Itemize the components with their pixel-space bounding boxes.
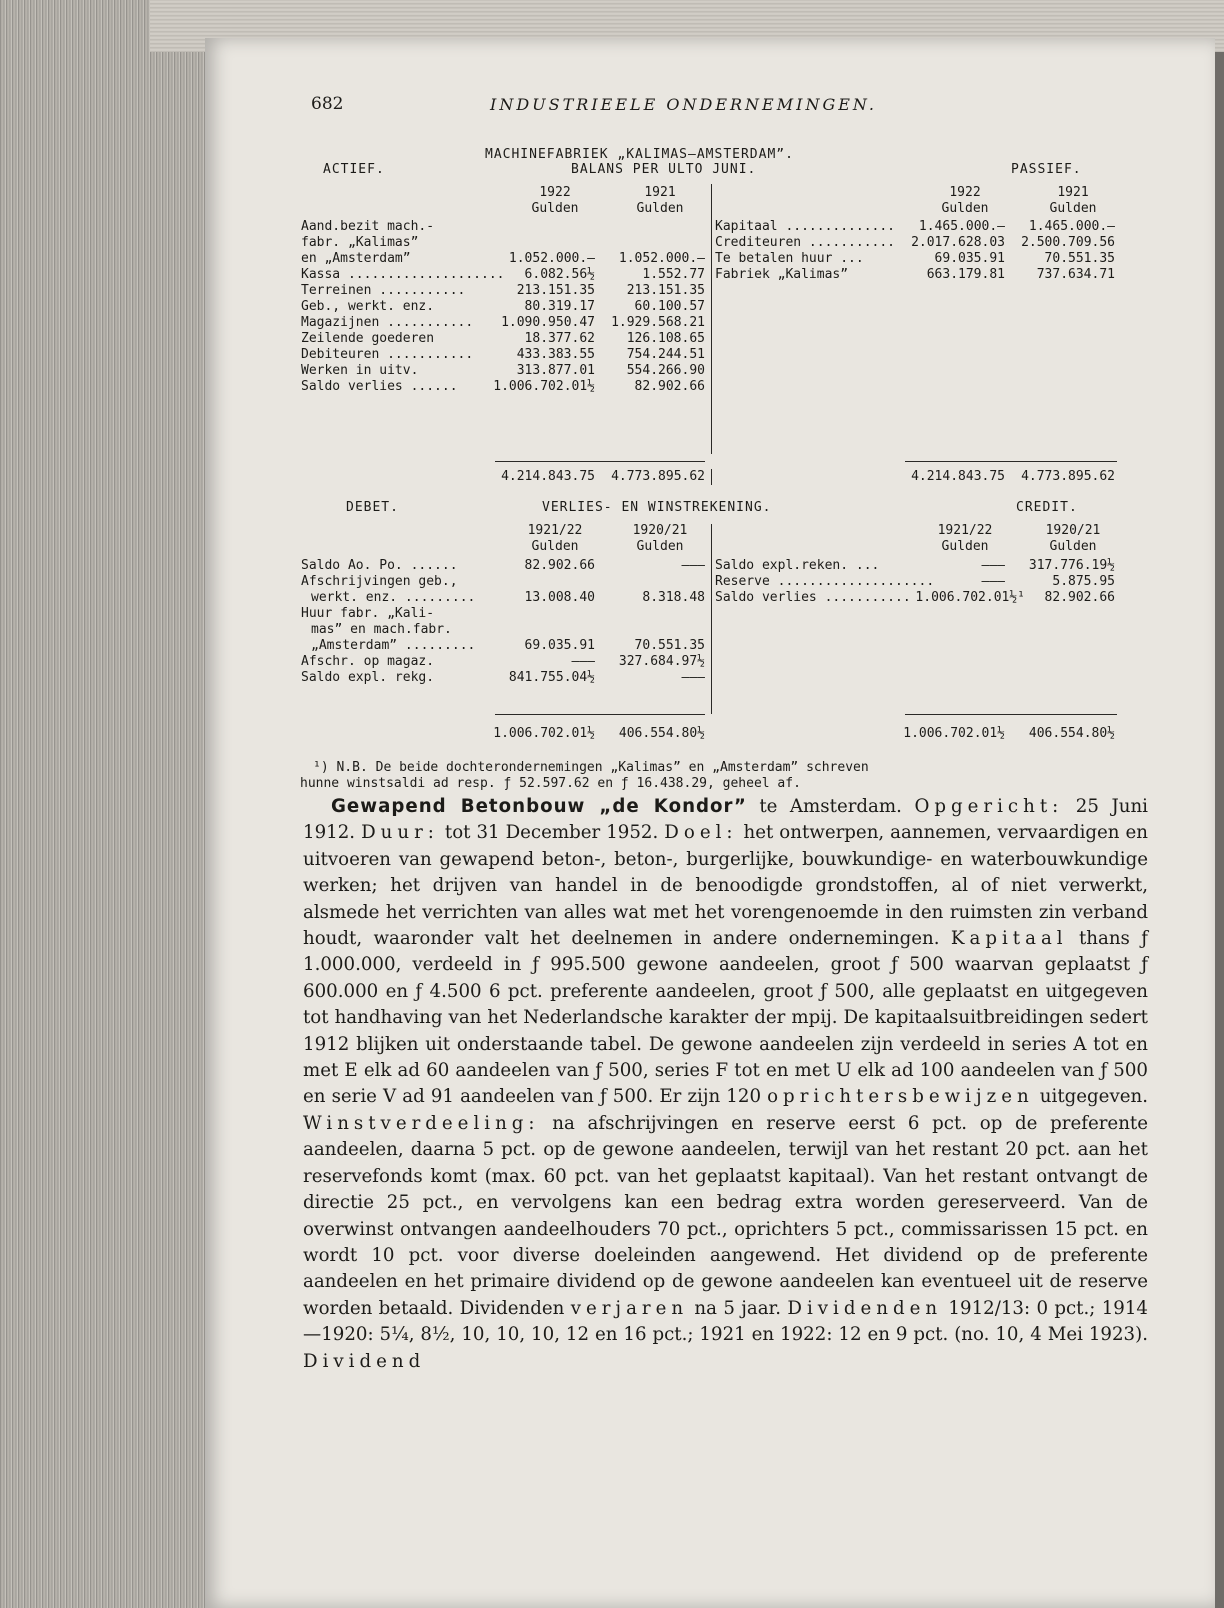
table-row: Kapitaal ..............	[715, 219, 896, 234]
table-row: werkt. enz. .........	[311, 590, 476, 605]
table-row: Magazijnen ...........	[301, 315, 474, 330]
total-divider	[711, 469, 712, 485]
company-article	[303, 794, 1148, 1375]
table-row: Crediteuren ...........	[715, 235, 896, 250]
keyword-oprichtersbewijzen: oprichtersbewijzen	[767, 1086, 1034, 1108]
credit-total-1: 1.006.702.01½	[903, 726, 1005, 741]
table-cell: 1.552.77	[642, 267, 705, 282]
article-text: na afschrijvingen en reserve eerst 6 pct. op de preferente aandeelen, daarna 5 pct. op de gewone aandeelen, terwijl van het restant 20 pct. aan het reservefonds komt (max. 60 pct. van het geplaatst kapitaal). Van het restant ontvangt de directie 25 pct., en vervolgens kan een bedrag extra worden gereserveerd. Van de overwinst ontvangen aandeelhouders 70 pct., oprichters 5 pct., commissarissen 15 pct. en wordt 10 pct. voor diverse doeleinden aangewend. Het dividend op de preferente aandeelen en het primaire dividend op de gewone aandeelen kan eventueel uit de reserve worden betaald. Dividenden	[303, 1112, 1148, 1319]
actief-unit2: Gulden	[636, 201, 684, 216]
table-cell: 70.551.35	[1044, 251, 1115, 266]
table-cell: 737.634.71	[1036, 267, 1115, 282]
table-cell: 82.902.66	[634, 379, 705, 394]
table-row: Debiteuren ...........	[301, 347, 474, 362]
article-text: te Amsterdam.	[746, 796, 915, 817]
table-cell: 18.377.62	[524, 331, 595, 346]
keyword-dividenden: Dividenden	[787, 1297, 943, 1319]
verlies-title: VERLIES- EN WINSTREKENING.	[542, 500, 772, 515]
actief-year1: 1922	[539, 185, 571, 200]
balans-subtitle: BALANS PER ULTO JUNI.	[571, 162, 757, 177]
keyword-duur: Duur:	[361, 822, 439, 844]
table-cell: 80.319.17	[524, 299, 595, 314]
table-cell: 8.318.48	[642, 590, 705, 605]
table-row: Reserve ....................	[715, 574, 935, 589]
keyword-kapitaal: Kapitaal	[950, 928, 1068, 950]
table-row: „Amsterdam” .........	[311, 638, 476, 653]
article-text: 25 Juni 1912.	[303, 796, 1148, 844]
debet-unit1: Gulden	[531, 539, 579, 554]
credit-total-2: 406.554.80½	[1028, 726, 1115, 741]
table-row: Zeilende goederen	[301, 331, 435, 346]
table-cell: 126.108.65	[626, 331, 705, 346]
table-row: Fabriek „Kalimas”	[715, 267, 849, 282]
passief-year1: 1922	[949, 185, 981, 200]
debet-unit2: Gulden	[636, 539, 684, 554]
keyword-verjaren: verjaren	[570, 1297, 689, 1319]
table-row: en „Amsterdam”	[301, 251, 411, 266]
credit-total-rule	[905, 714, 1117, 715]
table-cell: 663.179.81	[926, 267, 1005, 282]
table-row: Saldo expl. rekg.	[301, 670, 435, 685]
table-cell: 1.006.702.01½	[493, 379, 595, 394]
table-cell: 841.755.04½	[508, 670, 595, 685]
table-row: Aand.bezit mach.-	[301, 219, 435, 234]
table-cell: 70.551.35	[634, 638, 705, 653]
verlies-divider	[711, 524, 712, 714]
table-cell: 1.090.950.47	[501, 315, 595, 330]
credit-unit2: Gulden	[1049, 539, 1097, 554]
company-name: Gewapend Betonbouw „de Kondor”	[331, 796, 747, 817]
table-cell: 82.902.66	[524, 558, 595, 573]
table-cell: 433.383.55	[516, 347, 595, 362]
keyword-opgericht: Opgericht:	[914, 796, 1064, 817]
table-row: Kassa ....................	[301, 267, 505, 282]
actief-year2: 1921	[644, 185, 676, 200]
table-row: Saldo expl.reken. ...	[715, 558, 880, 573]
table-cell: 1.052.000.—	[508, 251, 595, 266]
table-cell: ———	[981, 558, 1005, 573]
article-text: het ontwerpen, aannemen, vervaardigen en uitvoeren van gewapend beton-, beton-, burgerlijke, bouwkundige- en waterbouwkundige werken; het drijven van handel in de benoodigde grondstoffen, al of niet verwerkt, alsmede het verrichten van alles wat met het vorengenoemde in den ruimsten zin verband houdt, waaronder valt het deelnemen in andere ondernemingen.	[303, 822, 1148, 950]
page-number: 682	[311, 94, 344, 114]
article-text: na 5 jaar.	[688, 1297, 788, 1319]
table-row: fabr. „Kalimas”	[301, 235, 419, 250]
table-cell: ———	[981, 574, 1005, 589]
actief-total-rule	[495, 461, 705, 462]
article-text: uitgegeven.	[1033, 1086, 1148, 1108]
table-cell: 1.465.000.—	[918, 219, 1005, 234]
actief-unit1: Gulden	[531, 201, 579, 216]
table-row: Saldo verlies ......	[301, 379, 458, 394]
table-row: Werken in uitv.	[301, 363, 419, 378]
debet-year1: 1921/22	[527, 523, 583, 538]
debet-year2: 1920/21	[632, 523, 688, 538]
table-cell: 2.017.628.03	[911, 235, 1005, 250]
table-cell: 213.151.35	[626, 283, 705, 298]
balans-divider	[711, 184, 712, 454]
passief-total-1922: 4.214.843.75	[911, 469, 1005, 484]
passief-total-1921: 4.773.895.62	[1021, 469, 1115, 484]
table-row: Geb., werkt. enz.	[301, 299, 435, 314]
credit-year2: 1920/21	[1045, 523, 1101, 538]
table-cell: 6.082.56½	[524, 267, 595, 282]
table-cell: 327.684.97½	[618, 654, 705, 669]
passief-total-rule	[905, 461, 1117, 462]
credit-heading: CREDIT.	[1016, 500, 1078, 515]
table-cell: 69.035.91	[524, 638, 595, 653]
table-row: Saldo verlies ...........	[715, 590, 911, 605]
table-row: Huur fabr. „Kali-	[301, 606, 435, 621]
table-cell: 313.877.01	[516, 363, 595, 378]
table-row: Te betalen huur ...	[715, 251, 864, 266]
table-cell: 69.035.91	[934, 251, 1005, 266]
passief-heading: PASSIEF.	[1011, 162, 1082, 177]
table-cell: 60.100.57	[634, 299, 705, 314]
table-row: Saldo Ao. Po. ......	[301, 558, 458, 573]
table-row: Terreinen ...........	[301, 283, 466, 298]
table-cell: 754.244.51	[626, 347, 705, 362]
footnote-line-1: ¹) N.B. De beide dochterondernemingen „Kalimas” en „Amsterdam” schreven	[313, 760, 869, 775]
table-cell: 2.500.709.56	[1021, 235, 1115, 250]
keyword-dividend: Dividend	[303, 1350, 426, 1372]
debet-total-2: 406.554.80½	[618, 726, 705, 741]
debet-total-rule	[495, 714, 705, 715]
table-row: Afschrijvingen geb.,	[301, 574, 458, 589]
actief-total-1922: 4.214.843.75	[501, 469, 595, 484]
article-text: 1912/13: 0 pct.; 1914—1920: 5¼, 8½, 10, 10, 10, 12 en 16 pct.; 1921 en 1922: 12 en 9 pct. (no. 10, 4 Mei 1923).	[303, 1297, 1149, 1346]
keyword-winstverdeeling: Winstverdeeling:	[303, 1112, 540, 1134]
book-page	[205, 38, 1215, 1608]
table-cell: ———	[681, 670, 705, 685]
article-text: thans ƒ 1.000.000, verdeeld in ƒ 995.500 gewone aandeelen, groot ƒ 500 waarvan geplaatst ƒ 600.000 en ƒ 4.500 6 pct. preferente aandeelen, groot ƒ 500, alle geplaatst en uitgegeven tot handhaving van het Nederlandsche karakter der mpij. De kapitaalsuitbreidingen sedert 1912 blijken uit onderstaande tabel. De gewone aandeelen zijn verdeeld in series A tot en met E elk ad 60 aandeelen van ƒ 500, series F tot en met U elk ad 100 aandeelen van ƒ 500 en serie V ad 91 aandeelen van ƒ 500. Er zijn 120	[303, 928, 1149, 1108]
table-cell: ———	[571, 654, 595, 669]
balans-title: MACHINEFABRIEK „KALIMAS—AMSTERDAM”.	[485, 147, 794, 162]
keyword-doel: Doel:	[664, 822, 738, 844]
running-title: INDUSTRIEELE ONDERNEMINGEN.	[490, 95, 877, 114]
actief-total-1921: 4.773.895.62	[611, 469, 705, 484]
table-cell: 5.875.95	[1052, 574, 1115, 589]
table-cell: 317.776.19½	[1028, 558, 1115, 573]
table-cell: 1.052.000.—	[618, 251, 705, 266]
table-row: Afschr. op magaz.	[301, 654, 435, 669]
table-cell: 1.465.000.—	[1028, 219, 1115, 234]
debet-heading: DEBET.	[346, 500, 399, 515]
footnote-line-2: hunne winstsaldi ad resp. ƒ 52.597.62 en ƒ 16.438.29, geheel af.	[300, 776, 801, 791]
table-cell: 554.266.90	[626, 363, 705, 378]
article-text: tot 31 December 1952.	[438, 822, 665, 844]
table-row: mas” en mach.fabr.	[311, 622, 452, 637]
credit-unit1: Gulden	[941, 539, 989, 554]
debet-total-1: 1.006.702.01½	[493, 726, 595, 741]
table-cell: 1.929.568.21	[611, 315, 705, 330]
table-cell: 13.008.40	[524, 590, 595, 605]
table-cell: ———	[681, 558, 705, 573]
book-page-edges	[0, 0, 215, 1608]
passief-unit1: Gulden	[941, 201, 989, 216]
table-cell: 213.151.35	[516, 283, 595, 298]
credit-year1: 1921/22	[937, 523, 993, 538]
passief-year2: 1921	[1057, 185, 1089, 200]
passief-unit2: Gulden	[1049, 201, 1097, 216]
table-cell: 82.902.66	[1044, 590, 1115, 605]
actief-heading: ACTIEF.	[323, 162, 385, 177]
table-cell: 1.006.702.01½¹	[915, 590, 1025, 605]
